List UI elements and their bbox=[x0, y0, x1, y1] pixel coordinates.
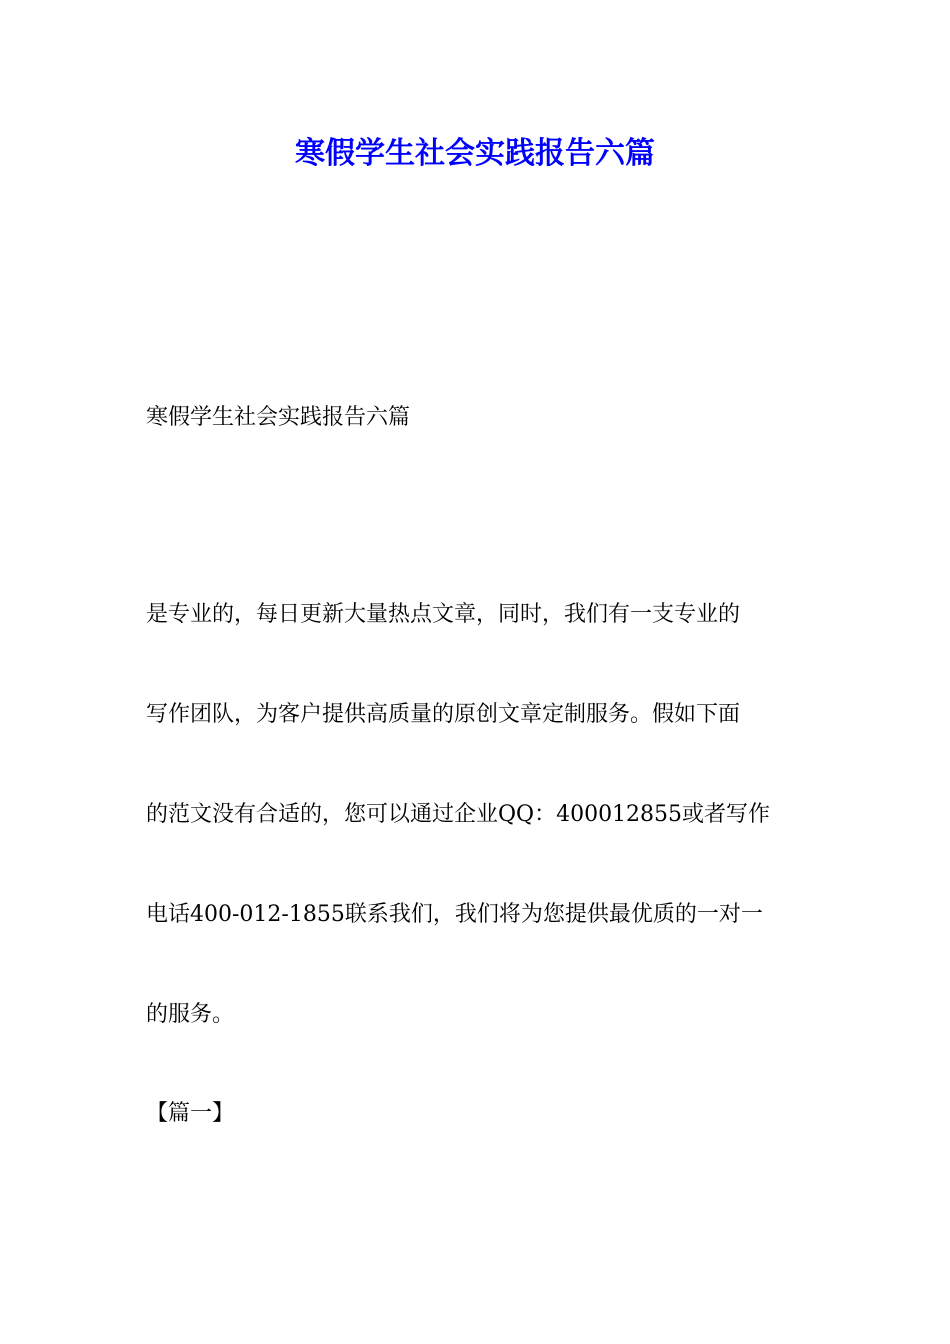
intro-line: 的服务。 bbox=[146, 1002, 235, 1027]
section-heading: 【篇一】 bbox=[146, 1101, 235, 1126]
intro-line: 写作团队，为客户提供高质量的原创文章定制服务。假如下面 bbox=[146, 702, 741, 727]
document-subtitle: 寒假学生社会实践报告六篇 bbox=[146, 405, 411, 430]
intro-line: 电话400-012-1855联系我们，我们将为您提供最优质的一对一 bbox=[146, 902, 763, 927]
intro-paragraph bbox=[146, 598, 808, 1098]
document-title: 寒假学生社会实践报告六篇 bbox=[295, 136, 655, 171]
intro-line: 是专业的，每日更新大量热点文章，同时，我们有一支专业的 bbox=[146, 602, 741, 627]
intro-line: 的范文没有合适的，您可以通过企业QQ：400012855或者写作 bbox=[146, 802, 771, 827]
